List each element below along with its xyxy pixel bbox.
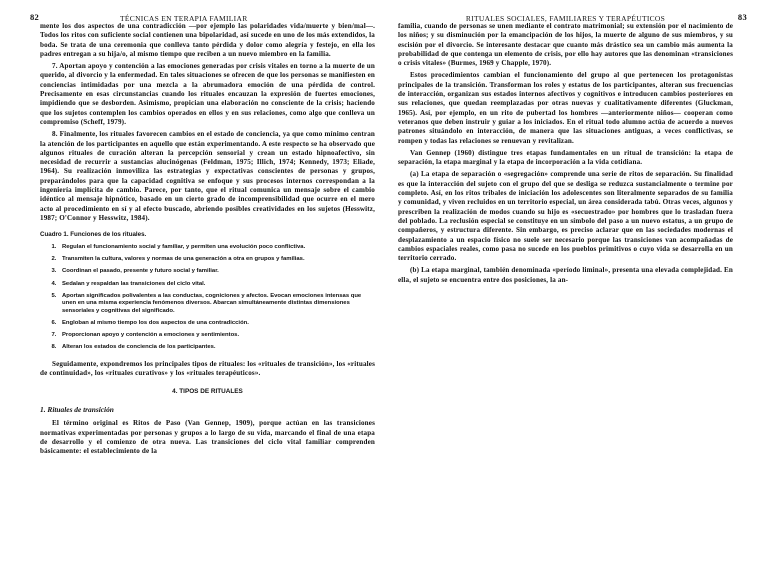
body-paragraph: (a) La etapa de separación o «segregación» comprende una serie de ritos de separación. Su finalidad es que la interacción del sujeto con el grupo del que se desliga se reduzca sustancialmente o termine por completo. Así, en los ritos tribales de iniciación los adolescentes son literalmente separados de su familia y comunidad, y viven recluidos en un territorio especial, un área considerada tabú. Otras veces, algunos y prescriben la realización de modos cuando su hijo es «secuestrado» por hombres que lo trasladan fuera del poblado. La reclusión especial se constituye en un símbolo del paso a un nuevo estatus, a un grupo de compañeros, y estructura diferente. Sin embargo, es preciso aclarar que en las sociedades modernas el desplazamiento a un espacio físico no suele ser necesario porque las transiciones van acompañadas de cambios espaciales reales, como pasa no sucede en los pueblos primitivos o cuyo vida se desarrolla en un territorio cerrado. xyxy=(398,170,733,263)
figure-list-item: 5. Aportan significados polivalentes a las conductas, cogniciones y afectos. Evocan emociones intensas que unen en una misma experiencia fenómenos diversos. Abarcan simultáneamente distintas dimensiones sensoriales y cognitivas del significado. xyxy=(58,293,375,316)
body-paragraph: familia, cuando de personas se unen mediante el contrato matrimonial; su extensión por el nacimiento de los niños; y su disminución por la emancipación de los hijos, la muerte de alguno de sus miembros, y su escisión por el divorcio. Se interesante destacar que cuanto más drástico sea un cambio más aumenta la probabilidad de que contenga un elemento de crisis, por ello hay autores que las denominan «transiciones o crisis vitales» (Burmes, 1969 y Chapple, 1970). xyxy=(398,22,733,68)
sub-heading: 1. Rituales de transición xyxy=(40,405,114,415)
page-header xyxy=(30,0,375,23)
figure-list-item: 2. Transmiten la cultura, valores y normas de una generación a otra en grupos y familias. xyxy=(58,256,375,264)
figure-list-item: 3. Coordinan el pasado, presente y futuro social y familiar. xyxy=(58,268,375,276)
body-paragraph: (b) La etapa marginal, también denominada «período liminal», presenta una elevada complejidad. En ella, el sujeto se encuentra entre dos posiciones, la an- xyxy=(398,266,733,284)
body-paragraph: Van Gennep (1960) distingue tres etapas fundamentales en un ritual de transición: la etapa de separación, la etapa marginal y la etapa de incorporación a la vida cotidiana. xyxy=(398,148,733,167)
figure-list xyxy=(40,244,375,351)
body-paragraph: 8. Finalmente, los rituales favorecen cambios en el estado de conciencia, ya que como mínimo centran la atención de los participantes en aquello que están experimentando. A este respecto se ha observado que algunos rituales de curación alteran la percepción sensorial y crean un estado hipnoafectivo, sin necesidad de recurrir a sustancias alucinógenas (Feldman, 1975; Illich, 1974; Kennedy, 1973; Eliade, 1964). Su realización inmoviliza las estrategias y expectativas conscientes de personas y grupos, preparándolos para que la capacidad cognitiva se enfoque y sus procesos internos correspondan a la ingeniería implícita de cambio. Parece, por tanto, que el ritual comunica un mensaje sobre el cambio idéntico al mensaje hipnótico, basado en un cierto grado de incomprensibilidad que ocurre en el mero acto al procedimiento en sí y al efecto buscado, abriendo posibles creatividades en los sujetos (Hesswitz, 1987; O'Connor y Hesswitz, 1984). xyxy=(40,130,375,222)
figure-list-item: 1. Regulan el funcionamiento social y familiar, y permiten una evolución poco conflictiva. xyxy=(58,244,375,252)
body-paragraph: Estos procedimientos cambian el funcionamiento del grupo al que pertenecen los protagonistas principales de la transición. Transforman los roles y estatus de los participantes, alteran sus frecuencias de interacción, organizan sus estados internos afectivos y cognitivos e introducen cambios posteriores en sus relaciones, que quedan reemplazadas por otras nuevas y cualitativamente diferentes (Gluckman, 1965). Así, por ejemplo, en un rito de pubertad los hombres —anteriormente niños— cooperan como veteranos que deben instruir y guiar a los iniciados. En el ritual todo alumno actúa de acuerdo a nuevos patrones situándolo en interacción, de manera que las situaciones antiguas, a veces conflictivas, se rompen y todas las relaciones se renuevan y revitalizan. xyxy=(398,71,733,145)
section-heading: 4. TIPOS DE RITUALES xyxy=(172,388,243,396)
body-paragraph: El término original es Ritos de Paso (Van Gennep, 1909), porque actúan en las transiciones normativas experimentadas por personas y grupos a lo largo de su vida, marcando el final de una etapa de desarrollo y el comienzo de otra nueva. Las transiciones del ciclo vital familiar comprenden básicamente: el establecimiento de la xyxy=(40,419,375,456)
figure-list-item: 8. Alteran los estados de conciencia de los participantes. xyxy=(58,344,375,352)
figure-caption: Cuadro 1. Funciones de los rituales. xyxy=(40,231,147,239)
page-header xyxy=(398,0,747,23)
figure-list-item: 6. Engloban al mismo tiempo los dos aspectos de una contradicción. xyxy=(58,320,375,328)
body-paragraph: 7. Aportan apoyo y contención a las emociones generadas por crisis vitales en torno a la muerte de un querido, al divorcio y la enfermedad. En tales situaciones se ofrecen de que los personas se manifiesten en conciencias intimidadas por una mezcla a la abrumadora emoción de una pérdida de control. Precisamente en esas circunstancias cuando los rituales encauzan la expresión de fuertes emociones, impidiendo que se desborden. Asimismo, propician una elaboración no consciente de la crisis; haciendo que los sujetos contemplen los cambios operados en ellos y en sus relaciones, como algo que conlleva un compromiso (Scheff, 1979). xyxy=(40,62,375,126)
left-page xyxy=(30,0,375,585)
body-paragraph: Seguidamente, expondremos los principales tipos de rituales: los «rituales de transición», los «rituales de continuidad», los «rituales curativos» y los «rituales terapéuticos». xyxy=(40,359,375,377)
page-number: 83 xyxy=(737,12,747,22)
running-head: RITUALES SOCIALES, FAMILIARES Y TERAPÉUTICOS xyxy=(465,14,666,23)
running-head: TÉCNICAS EN TERAPIA FAMILIAR xyxy=(120,14,248,23)
body-paragraph: mente los dos aspectos de una contradicción —por ejemplo las polaridades vida/muerte y bien/mal—. Todos los ritos con suficiente social contienen una bipolaridad, así sucede en uno de los más extendidos, la boda. Se trata de una ceremonia que conlleva tanto pérdida y dolor como alegría y festejo, en ella los padres entregan a su hija/o, al mismo tiempo que reciben a un nuevo miembro en la familia. xyxy=(40,22,375,58)
right-page xyxy=(398,0,747,585)
figure-list-item: 7. Proporcionan apoyo y contención a emociones y sentimientos. xyxy=(58,332,375,340)
figure-list-item: 4. Sedalan y respaldan las transiciones del ciclo vital. xyxy=(58,281,375,289)
page-number: 82 xyxy=(30,12,40,22)
